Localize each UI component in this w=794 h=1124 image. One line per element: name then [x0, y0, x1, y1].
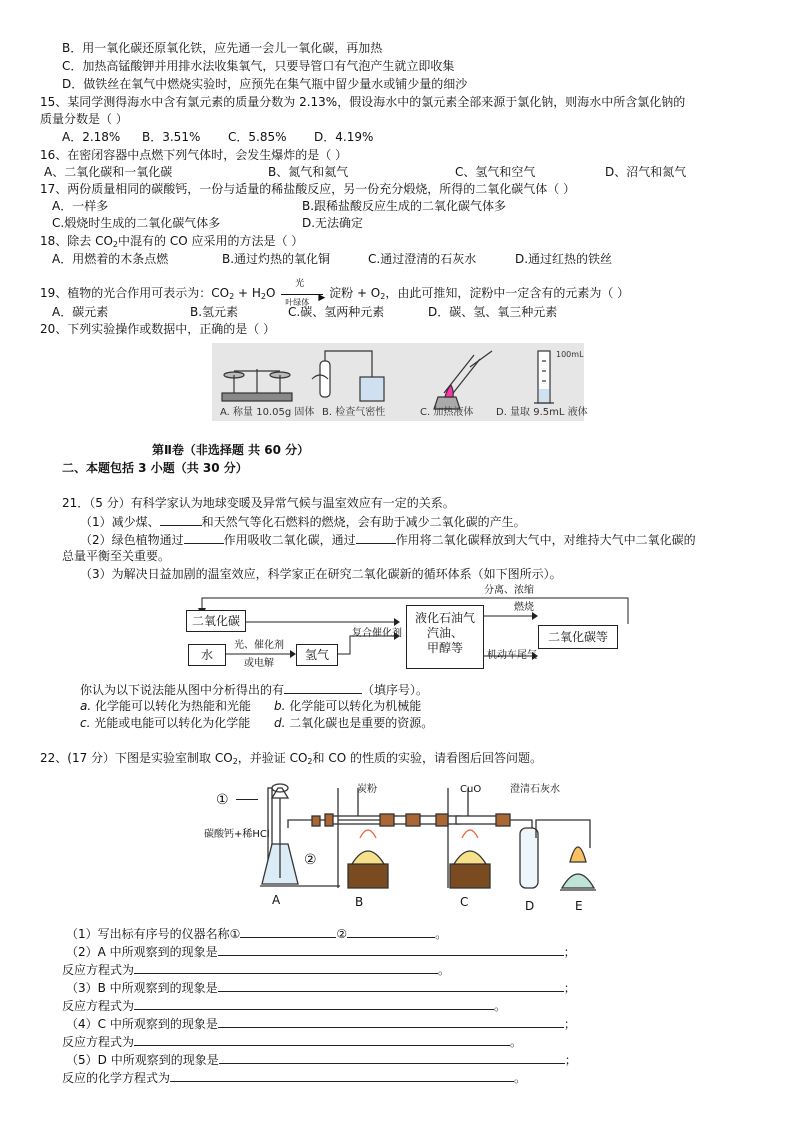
reaction-arrow: 光 ▶ 叶绿体 [279, 286, 325, 302]
answer-blank[interactable] [134, 1033, 510, 1046]
q21-option-d: d. 二氧化碳也是重要的资源。 [274, 716, 434, 730]
heating-liquid-icon [434, 351, 492, 409]
reagent-label: 碳酸钙+稀HCl [204, 829, 270, 840]
q22-part2: （2）A 中所观察到的现象是 ； [66, 945, 576, 959]
graduated-cylinder-icon [534, 351, 554, 403]
q15-option: A．2.18% [62, 130, 121, 144]
q15-option: D．4.19% [314, 130, 374, 144]
cylinder-volume-label: 100mL [556, 350, 584, 359]
separate-label: 分离、浓缩 [484, 585, 534, 596]
q16-option: A、二氧化碳和一氧化碳 [44, 165, 173, 179]
q17-option: C.煅烧时生成的二氧化碳气体多 [52, 216, 221, 230]
q17-option: A．一样多 [52, 199, 109, 213]
section-heading: 二、本题包括 3 小题（共 30 分） [62, 461, 248, 475]
q18-stem: 18、除去 $CO_2$中混有的 CO 应采用的方法是（ ） [40, 234, 304, 249]
funnel [272, 788, 288, 798]
q20-caption-c: C. 加热液体 [420, 407, 474, 418]
limewater-label: 澄清石灰水 [510, 784, 560, 795]
q21-sub2: （2）绿色植物通过 作用吸收二氧化碳，通过 作用将二氧化碳释放到大气中，对维持大气中二氧化碳的 [80, 533, 696, 547]
q22-part4-eq: 反应方程式为 。 [62, 1035, 523, 1049]
answer-blank[interactable] [170, 1069, 514, 1082]
q20-stem: 20、下列实验操作或数据中，正确的是（ ） [40, 322, 276, 336]
carbon-label: 炭粉 [357, 784, 377, 795]
q18-option: B.通过灼热的氧化铜 [222, 252, 331, 266]
q20-caption-b: B. 检查气密性 [322, 407, 386, 418]
label-e: E [575, 899, 583, 913]
q21-sub1: （1）减少煤、 和天然气等化石燃料的燃烧，会有助于减少二氧化碳的产生。 [80, 515, 526, 529]
product-item: 液化石油气 [414, 611, 475, 625]
q22-part5: （5）D 中所观察到的现象是 ； [66, 1053, 577, 1067]
light-catalyst-label: 光、催化剂 [234, 640, 284, 651]
q16-option: C、氢气和空气 [455, 165, 536, 179]
product-item: 汽油、 [426, 626, 463, 640]
q22-part5-eq: 反应的化学方程式为 。 [62, 1071, 527, 1085]
q18-option: A．用燃着的木条点燃 [52, 252, 169, 266]
q22-stem: 22、(17 分）下图是实验室制取 $CO_2$，并验证 $CO_2$和 CO 的性质的实验，请看图后回答问题。 [40, 751, 542, 766]
label-d: D [525, 899, 535, 913]
co2-right-box: 二氧化碳等 [538, 625, 618, 649]
pointer-line [236, 799, 258, 800]
q21-sub3: （3）为解决日益加剧的温室效应，科学家正在研究二氧化碳新的循环体系（如下图所示）。 [80, 567, 562, 581]
answer-blank[interactable] [134, 961, 438, 974]
hydrogen-box: 氢气 [296, 644, 338, 666]
q20-caption-a: A. 称量 10.05g 固体 [220, 407, 315, 418]
q22-part1: （1）写出标有序号的仪器名称① ② 。 [66, 927, 448, 941]
q21-ask: 你认为以下说法能从图中分析得出的有 （填序号）。 [80, 683, 429, 697]
burn-label: 燃烧 [514, 602, 534, 613]
q19-stem: 19、植物的光合作用可表示为：$CO_2 + H_2O$ 光 ▶ 叶绿体 淀粉 + $O_2$，由此可推知，淀粉中一定含有的元素为（ ） [40, 278, 630, 307]
q21-option-c: c. 光能或电能可以转化为化学能 [80, 716, 251, 730]
water-box: 水 [188, 644, 226, 666]
q17-option: B.跟稀盐酸反应生成的二氧化碳气体多 [302, 199, 507, 213]
q18-option: C.通过澄清的石灰水 [368, 252, 477, 266]
label-c: C [460, 895, 469, 909]
q15-option: C．5.85% [228, 130, 287, 144]
q21-stem: 21．（5 分）有科学家认为地球变暖及异常气候与温室效应有一定的关系。 [62, 496, 455, 510]
q20-figure [212, 343, 588, 421]
q16-option: D、沼气和氮气 [605, 165, 687, 179]
q14-option-c: C．加热高锰酸钾并用排水法收集氧气，只要导管口有气泡产生就立即收集 [62, 59, 455, 73]
q19-option: A．碳元素 [52, 305, 109, 319]
q19-option: B.氢元素 [190, 305, 239, 319]
answer-blank[interactable] [347, 925, 435, 938]
q22-part3: （3）B 中所观察到的现象是 ； [66, 981, 576, 995]
q22-part4: （4）C 中所观察到的现象是 ； [66, 1017, 576, 1031]
cuo-label: CuO [460, 784, 482, 795]
answer-blank[interactable] [134, 997, 494, 1010]
exhaust-label: 机动车尾气 [487, 650, 537, 661]
q16-option: B、氮气和氦气 [268, 165, 349, 179]
part2-title: 第Ⅱ卷（非选择题 共 60 分） [152, 443, 310, 457]
product-item: 甲醇等 [426, 641, 463, 655]
answer-blank[interactable] [284, 681, 362, 694]
label-a: A [272, 893, 281, 907]
q22-part3-eq: 反应方程式为 。 [62, 999, 507, 1013]
answer-blank[interactable] [218, 1015, 564, 1028]
electrolysis-label: 或电解 [244, 658, 274, 669]
q21-sub2-line2: 总量平衡至关重要。 [62, 549, 171, 563]
q21-option-a: a. 化学能可以转化为热能和光能 [80, 699, 252, 713]
test-tube-beaker-icon [312, 351, 384, 401]
answer-blank[interactable] [218, 979, 564, 992]
balance-icon [222, 369, 292, 401]
co2-left-box: 二氧化碳 [186, 610, 246, 632]
answer-blank[interactable] [219, 1051, 565, 1064]
label-b: B [355, 895, 364, 909]
q14-option-d: D．做铁丝在氧气中燃烧实验时，应预先在集气瓶中留少量水或铺少量的细沙 [62, 77, 468, 91]
q14-option-b: B．用一氧化碳还原氧化铁，应先通一会儿一氧化碳，再加热 [62, 41, 383, 55]
label-circle-2: ② [304, 852, 317, 868]
label-circle-1: ① [216, 792, 229, 808]
answer-blank[interactable] [160, 513, 202, 526]
answer-blank[interactable] [184, 531, 224, 544]
q16-stem: 16、在密闭容器中点燃下列气体时，会发生爆炸的是（ ） [40, 148, 348, 162]
q15-option: B．3.51% [142, 130, 201, 144]
answer-blank[interactable] [218, 943, 564, 956]
answer-blank[interactable] [356, 531, 396, 544]
q17-option: D.无法确定 [302, 216, 364, 230]
q19-option: D．碳、氢、氧三种元素 [428, 305, 558, 319]
q15-stem: 15、某同学测得海水中含有氯元素的质量分数为 2.13%，假设海水中的氯元素全部来源于氯化钠，则海水中所含氯化钠的 [40, 95, 686, 109]
q17-stem: 17、两份质量相同的碳酸钙，一份与适量的稀盐酸反应，另一份充分煅烧，所得的二氧化碳气体（ ） [40, 182, 576, 196]
answer-blank[interactable] [240, 925, 336, 938]
composite-catalyst-label: 复合催化剂 [352, 628, 402, 639]
q22-part2-eq: 反应方程式为 。 [62, 963, 451, 977]
q18-option: D.通过红热的铁丝 [515, 252, 613, 266]
fuel-products-box [406, 605, 484, 669]
q19-option: C.碳、氢两种元素 [288, 305, 385, 319]
q20-caption-d: D. 量取 9.5mL 液体 [496, 407, 588, 418]
q21-option-b: b. 化学能可以转化为机械能 [274, 699, 422, 713]
q15-stem-2: 质量分数是（ ） [40, 112, 128, 126]
